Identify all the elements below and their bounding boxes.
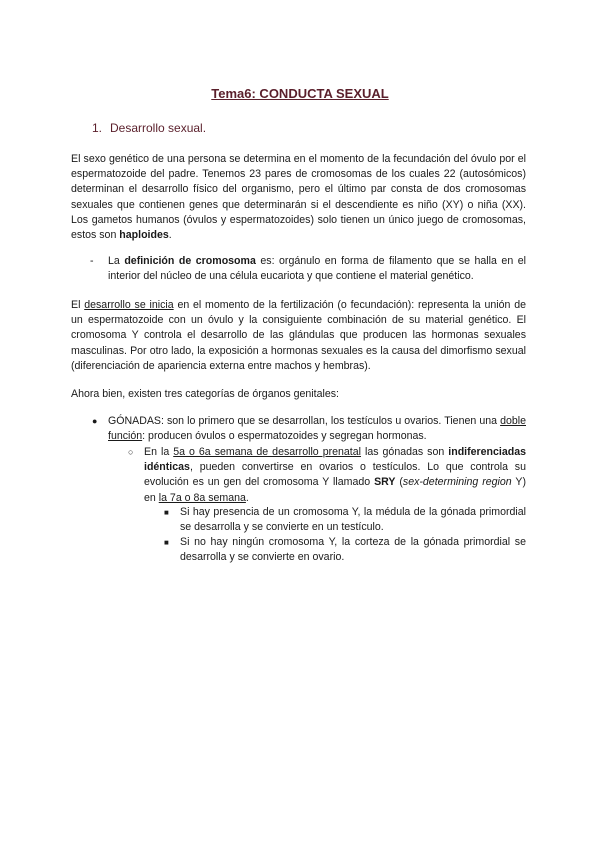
sub1-u1: 5a o 6a semana de desarrollo prenatal [173, 446, 361, 458]
gonadas-text-1: GÓNADAS: son lo primero que se desarrollan, los testículos u ovarios. Tienen una [108, 415, 501, 427]
sub1-t3: , pueden convertirse en ovarios o testículos. Lo que controla su evolución es un gen del cromosoma Y llamado [144, 461, 526, 489]
sub1-italic: sex-determining region [402, 476, 512, 489]
bullet-square: ■ [164, 538, 169, 547]
p1-bold-haploides: haploides [119, 229, 169, 242]
list-item-semana [128, 445, 526, 506]
def-bold: definición de cromosoma [124, 255, 256, 267]
bullet-square: ■ [164, 508, 169, 517]
gonadas-underline: doble función [108, 415, 526, 443]
sub1-u2: la 7a o 8a semana [158, 491, 246, 504]
list-item-cromosoma-y [164, 505, 526, 535]
p2-text-1: El [71, 299, 85, 311]
sub1-bold2: SRY [374, 476, 396, 489]
section-number: 1. [92, 121, 103, 135]
sub1-t4: ( [395, 476, 403, 489]
bullet-circle: ○ [128, 447, 134, 457]
p2-text-2: en el momento de la fertilización (o fecundación): representa la unión de un espermatozoide con un óvulo y la consiguiente combinación de su material genético. El cromosoma Y controla el desarrollo de las glándulas que producen las hormonas sexuales masculinas. Por otro lado, la exposición a hormonas sexuales es la causa del dimorfismo sexual (diferenciación de apariencia externa entre machos y hembras). [71, 299, 526, 372]
sub1-bold1: indiferenciadas idénticas [144, 446, 526, 474]
sub2a-text: Si hay presencia de un cromosoma Y, la médula de la gónada primordial se desarrolla y se convierte en un testículo. [180, 506, 526, 534]
paragraph-desarrollo [71, 298, 526, 374]
section-label: Desarrollo sexual. [110, 121, 207, 135]
sub1-t1: En la [144, 446, 174, 458]
p1-text: El sexo genético de una persona se determina en el momento de la fecundación del óvulo por el espermatozoide del padre. Tenemos 23 pares de cromosomas de los cuales 22 (autosómicos) determinan el desarrollo físico del organismo, pero el último par consta de dos cromosomas sexuales que contienen genes que determinarán si el descendiente es niño (XY) o niña (XX). Los gametos humanos (óvulos y espermatozoides) solo tienen un único juego de cromosomas, estos son [71, 153, 526, 242]
def-text-1: La [108, 255, 125, 267]
sub2b-text: Si no hay ningún cromosoma Y, la corteza de la gónada primordial se desarrolla y se convierte en ovario. [180, 536, 526, 564]
p1-end: . [168, 229, 172, 242]
sub1-t5: Y) en [144, 476, 526, 504]
paragraph-categorias: Ahora bien, existen tres categorías de órganos genitales: [71, 388, 339, 400]
sub1-t6: . [245, 491, 249, 504]
definition-item [90, 254, 526, 284]
gonadas-text-2: : producen óvulos o espermatozoides y segregan hormonas. [142, 430, 427, 443]
list-item-sin-cromosoma-y [164, 535, 526, 565]
bullet-dot: ● [92, 416, 98, 426]
page-title: Tema6: CONDUCTA SEXUAL [211, 86, 389, 101]
sub1-t2: las gónadas son [360, 446, 449, 458]
dash-marker: - [90, 255, 94, 267]
p2-underline: desarrollo se inicia [84, 299, 174, 311]
paragraph-sexo-genetico [71, 152, 526, 243]
section-heading [92, 121, 206, 135]
list-item-gonadas [92, 414, 526, 444]
def-text-2: es: orgánulo en forma de filamento que se halla en el interior del núcleo de una célula eucariota y que contiene el material genético. [108, 255, 526, 283]
